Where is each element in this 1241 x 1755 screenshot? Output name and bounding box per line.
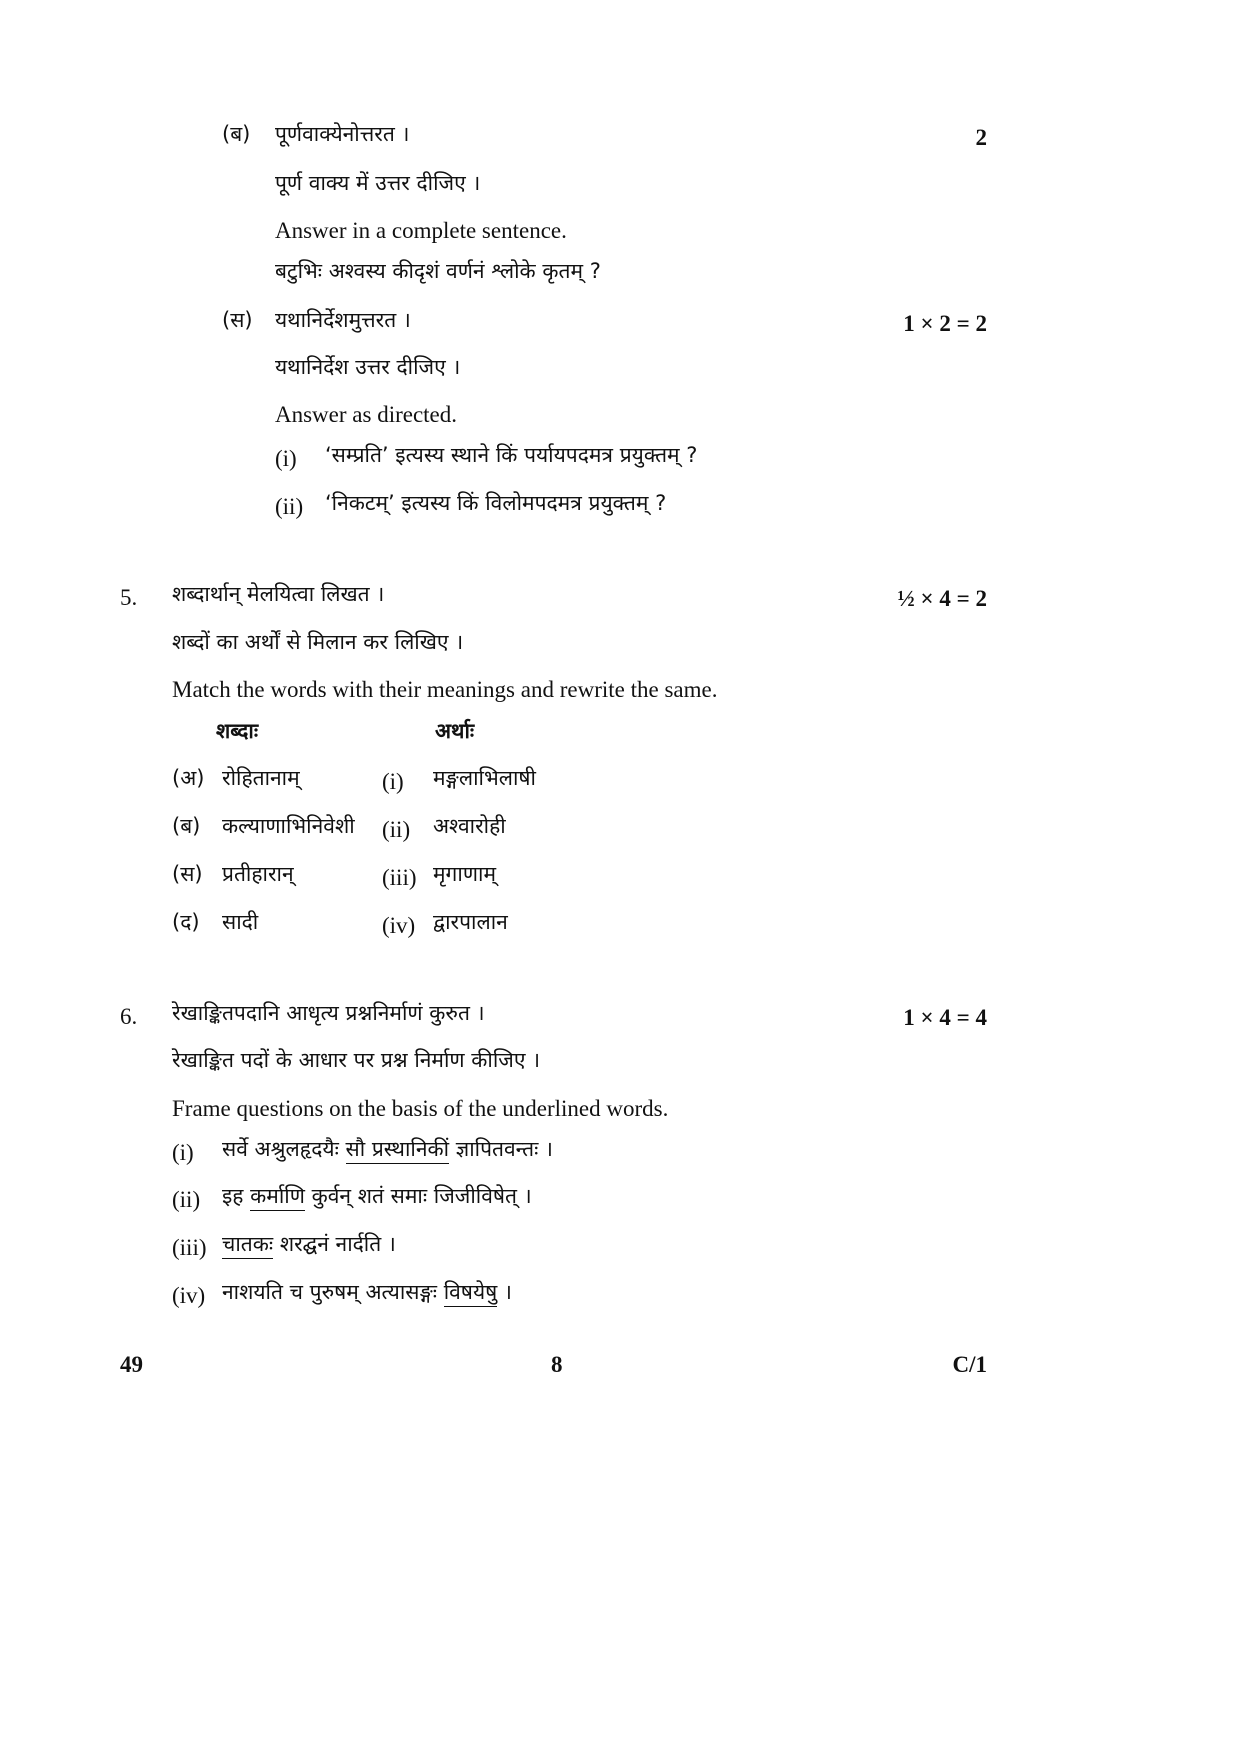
q5-word: प्रतीहारान्	[222, 862, 294, 886]
q5-instruction-en: Match the words with their meanings and rewrite the same.	[172, 677, 718, 702]
q4b-instruction-hi: पूर्ण वाक्य में उत्तर दीजिए ।	[275, 171, 481, 195]
q4c-instruction-en: Answer as directed.	[275, 402, 458, 427]
q6-item-underlined: विषयेषु	[444, 1280, 498, 1307]
q5-meaning-label: (i)	[382, 769, 404, 794]
q4c-item-text: ‘निकटम्’ इत्यस्य किं विलोमपदमत्र प्रयुक्तम् ?	[325, 491, 667, 515]
q6-instruction-hi: रेखाङ्कित पदों के आधार पर प्रश्न निर्माण कीजिए ।	[172, 1048, 541, 1072]
q6-item	[222, 1280, 512, 1305]
q4b-instruction-en: Answer in a complete sentence.	[275, 218, 567, 243]
q5-meaning-label: (ii)	[382, 817, 411, 842]
q6-item-underlined: कर्माणि	[250, 1184, 305, 1211]
q5-word: रोहितानाम्	[222, 766, 300, 790]
q6-item-underlined: चातकः	[222, 1232, 273, 1259]
q6-item-num: (i)	[172, 1140, 194, 1165]
q5-word: कल्याणाभिनिवेशी	[222, 814, 355, 838]
q5-meaning: अश्वारोही	[433, 814, 506, 838]
q5-meaning: मङ्गलाभिलाषी	[433, 766, 536, 790]
footer-set: C/1	[952, 1352, 987, 1377]
q4c-instruction-sa: यथानिर्देशमुत्तरत ।	[275, 308, 411, 332]
q5-word-label: (द)	[172, 910, 200, 934]
page-number: 8	[551, 1352, 563, 1377]
q6-item-pre: इह	[222, 1184, 244, 1208]
q6-item	[222, 1137, 553, 1162]
q5-word-label: (अ)	[172, 766, 205, 790]
q6-item-pre: सर्वे अश्रुलहृदयैः	[222, 1137, 339, 1161]
q4c-label: (स)	[222, 308, 253, 332]
q4c-instruction-hi: यथानिर्देश उत्तर दीजिए ।	[275, 355, 461, 379]
q6-item-post: कुर्वन् शतं समाः जिजीविषेत् ।	[311, 1184, 532, 1208]
q4c-item-num: (i)	[275, 446, 297, 471]
q6-item-num: (ii)	[172, 1187, 201, 1212]
q6-item	[222, 1184, 532, 1209]
q4c-item-num: (ii)	[275, 494, 304, 519]
q6-item-underlined: सौ प्रस्थानिकीं	[346, 1137, 450, 1164]
footer-code: 49	[120, 1352, 143, 1377]
q5-meaning: मृगाणाम्	[433, 862, 496, 886]
q5-meaning: द्वारपालान	[433, 910, 508, 934]
q5-instruction-hi: शब्दों का अर्थों से मिलान कर लिखिए ।	[172, 630, 464, 654]
q5-col-words: शब्दाः	[216, 719, 259, 743]
q5-word: सादी	[222, 910, 259, 934]
q6-marks: 1 × 4 = 4	[903, 1005, 987, 1030]
q5-meaning-label: (iii)	[382, 865, 417, 890]
q5-col-meanings: अर्थाः	[435, 719, 475, 743]
q6-item-num: (iii)	[172, 1235, 207, 1260]
q4c-marks: 1 × 2 = 2	[903, 311, 987, 336]
q4b-marks: 2	[975, 125, 987, 150]
q6-item-pre: नाशयति च पुरुषम् अत्यासङ्गः	[222, 1280, 437, 1304]
q6-instruction-sa: रेखाङ्कितपदानि आधृत्य प्रश्ननिर्माणं कुरुत ।	[172, 1001, 485, 1025]
q6-item-num: (iv)	[172, 1283, 206, 1308]
q5-word-label: (स)	[172, 862, 203, 886]
q5-instruction-sa: शब्दार्थान् मेलयित्वा लिखत ।	[172, 582, 385, 606]
q5-marks: ½ × 4 = 2	[897, 586, 987, 611]
q6-item-post: ज्ञापितवन्तः ।	[455, 1137, 553, 1161]
q6-item-post: शरद्घनं नार्दति ।	[279, 1232, 396, 1256]
q4b-instruction-sa: पूर्णवाक्येनोत्तरत ।	[275, 122, 410, 146]
q6-instruction-en: Frame questions on the basis of the underlined words.	[172, 1096, 669, 1121]
q6-item-post: ।	[503, 1280, 512, 1304]
q4b-label: (ब)	[222, 122, 251, 146]
q5-word-label: (ब)	[172, 814, 201, 838]
q5-number: 5.	[120, 585, 138, 610]
q5-meaning-label: (iv)	[382, 913, 416, 938]
q6-item	[222, 1232, 396, 1257]
q4c-item-text: ‘सम्प्रति’ इत्यस्य स्थाने किं पर्यायपदमत्र प्रयुक्तम् ?	[325, 443, 698, 467]
q6-number: 6.	[120, 1004, 138, 1029]
q4b-question: बटुभिः अश्वस्य कीदृशं वर्णनं श्लोके कृतम् ?	[275, 259, 601, 283]
